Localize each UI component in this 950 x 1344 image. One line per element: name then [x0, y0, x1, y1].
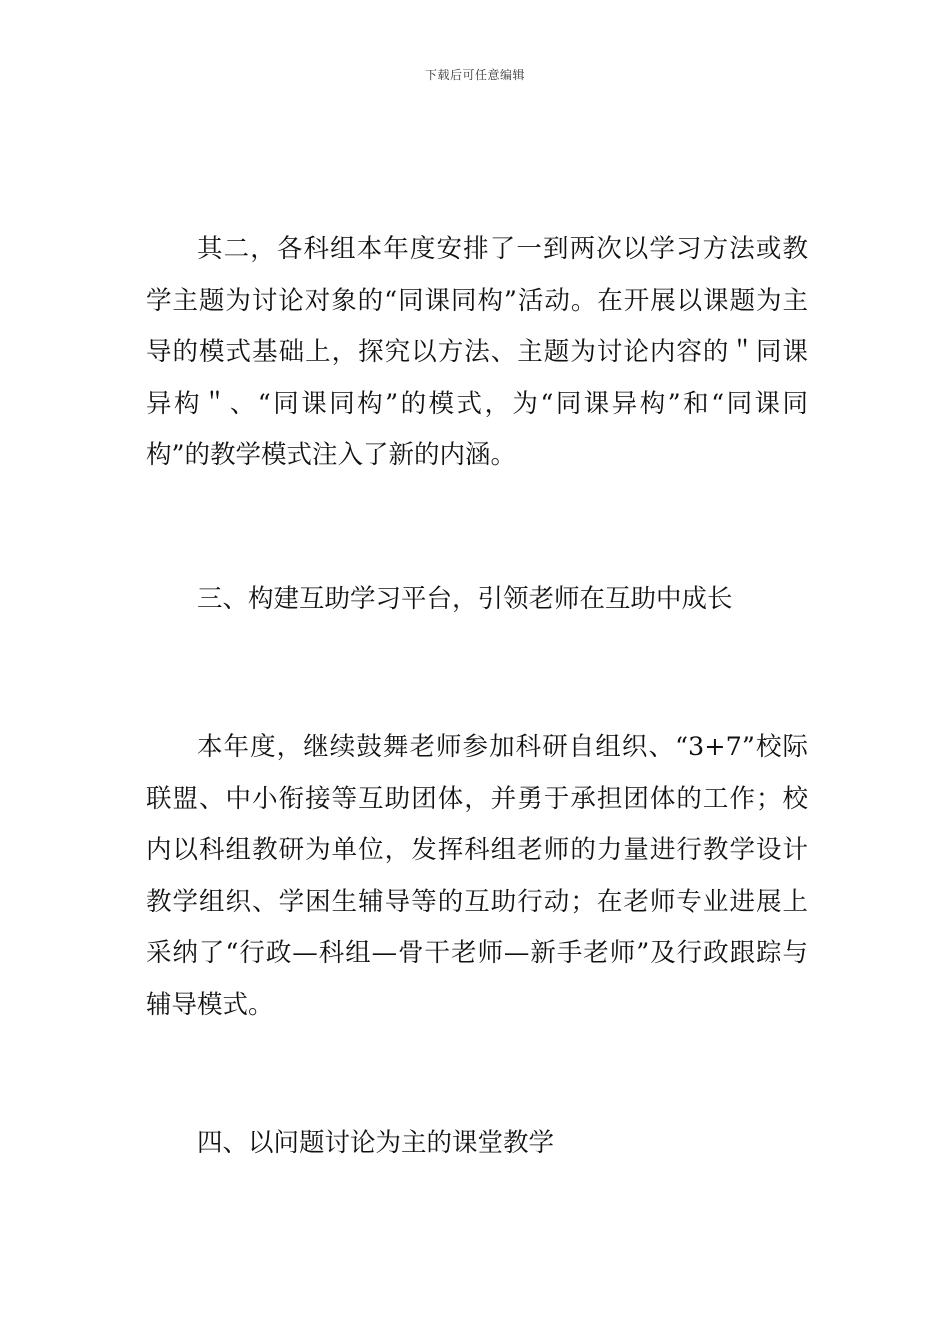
paragraph-mutual-assistance	[146, 722, 808, 1031]
paragraph-text: 本年度，继续鼓舞老师参加科研自组织、“3+7”校际联盟、中小衔接等互助团体，并勇于承担团体的工作；校内以科组教研为单位，发挥科组老师的力量进行教学设计教学组织、学困生辅导等的互助行动；在老师专业进展上采纳了“行政—科组—骨干老师—新手老师”及行政跟踪与辅导模式。	[146, 732, 808, 1020]
section-heading-4	[146, 1118, 808, 1170]
section-heading-3	[146, 574, 808, 626]
page-header-note: 下载后可任意编辑	[424, 68, 525, 82]
paragraph-text: 其二，各科组本年度安排了一到两次以学习方法或教学主题为讨论对象的“同课同构”活动。在开展以课题为主导的模式基础上，探究以方法、主题为讨论内容的＂同课异构＂、“同课同构”的模式，为“同课异构”和“同课同构”的教学模式注入了新的内涵。	[146, 234, 808, 470]
heading-text: 三、构建互助学习平台，引领老师在互助中成长	[197, 584, 733, 614]
paragraph-methods	[146, 224, 808, 482]
heading-text: 四、以问题讨论为主的课堂教学	[197, 1128, 555, 1158]
